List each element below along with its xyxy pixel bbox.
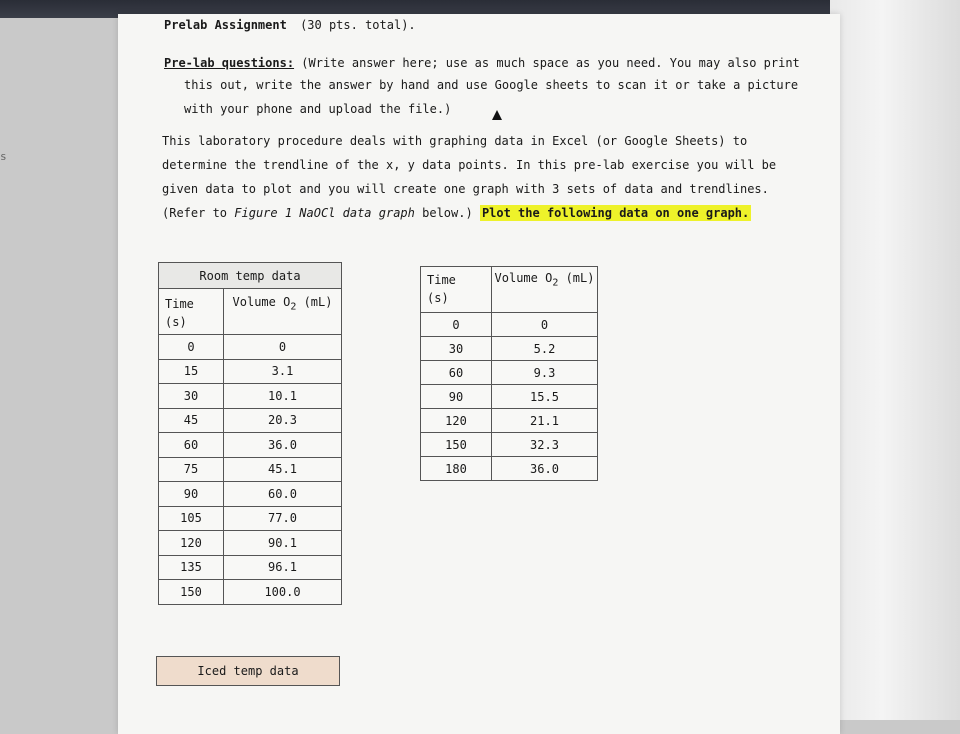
room-col-time-unit: (s) [165,315,187,329]
prelab-line-3: with your phone and upload the file.) [184,102,452,116]
assignment-title: Prelab Assignment [164,18,287,32]
room-table-volume-cell: 60.0 [224,482,342,507]
mouse-cursor-icon [492,110,502,120]
intro-line-4 [162,206,751,220]
room-table-time-cell: 0 [159,335,224,360]
second-col-time-unit: (s) [427,291,449,305]
second-table-row [421,409,598,433]
room-table-volume-cell: 77.0 [224,506,342,531]
second-table-volume-cell: 0 [492,313,598,337]
room-table-volume-cell: 90.1 [224,531,342,556]
room-col-time [159,289,224,335]
room-table-volume-cell: 100.0 [224,580,342,605]
intro-highlight: Plot the following data on one graph. [481,206,750,220]
room-col-time-label: Time [165,297,194,311]
intro-figure-ref: Figure 1 NaOCl data graph [234,206,415,220]
room-table-time-cell: 150 [159,580,224,605]
second-data-table [420,266,598,481]
assignment-points: (30 pts. total). [300,18,416,32]
intro-refer: (Refer to [162,206,228,220]
room-table-volume-cell: 20.3 [224,408,342,433]
second-table-time-cell: 180 [421,457,492,481]
room-table-volume-cell: 45.1 [224,457,342,482]
room-table-row [159,335,342,360]
second-col-volume-label: Volume O [494,271,553,285]
second-table-row [421,457,598,481]
room-temp-table [158,262,342,605]
second-col-volume [492,267,598,313]
second-col-time-label: Time [427,273,456,287]
room-col-volume-label: Volume O [232,295,291,309]
room-table-row [159,580,342,605]
document-page [118,14,840,734]
assignment-heading [164,18,416,32]
room-col-volume [224,289,342,335]
second-table-time-cell: 30 [421,337,492,361]
second-table-row [421,361,598,385]
room-table-time-cell: 135 [159,555,224,580]
second-table-volume-cell: 32.3 [492,433,598,457]
room-table-row [159,408,342,433]
room-table-volume-cell: 3.1 [224,359,342,384]
second-table-time-cell: 60 [421,361,492,385]
second-table-time-cell: 0 [421,313,492,337]
second-table-volume-cell: 21.1 [492,409,598,433]
room-table-title: Room temp data [159,263,342,289]
room-table-time-cell: 120 [159,531,224,556]
intro-line-2: determine the trendline of the x, y data points. In this pre-lab exercise you will be [162,158,777,172]
second-table-volume-cell: 36.0 [492,457,598,481]
iced-temp-label: Iced temp data [156,656,340,686]
room-table-row [159,555,342,580]
room-table-row [159,433,342,458]
second-table-row [421,433,598,457]
screen-glare-area [830,0,960,720]
intro-line-3: given data to plot and you will create one graph with 3 sets of data and trendlines. [162,182,769,196]
room-table-time-cell: 60 [159,433,224,458]
room-table-time-cell: 90 [159,482,224,507]
room-table-time-cell: 105 [159,506,224,531]
prelab-line-1 [164,56,800,70]
edge-mark: s [0,150,7,163]
room-table-time-cell: 75 [159,457,224,482]
room-table-row [159,457,342,482]
prelab-label: Pre-lab questions: [164,56,295,70]
second-table-time-cell: 150 [421,433,492,457]
room-table-row [159,359,342,384]
prelab-text-1: (Write answer here; use as much space as you need. You may also print [301,56,800,70]
room-table-volume-cell: 10.1 [224,384,342,409]
room-col-volume-unit: (mL) [296,295,333,309]
second-table-volume-cell: 15.5 [492,385,598,409]
second-table-volume-cell: 9.3 [492,361,598,385]
room-table-time-cell: 15 [159,359,224,384]
room-table-volume-cell: 96.1 [224,555,342,580]
room-table-volume-cell: 0 [224,335,342,360]
room-table-row [159,482,342,507]
intro-below: below.) [422,206,473,220]
second-table-row [421,337,598,361]
second-col-volume-unit: (mL) [558,271,595,285]
second-table-time-cell: 120 [421,409,492,433]
second-table-volume-cell: 5.2 [492,337,598,361]
room-table-row [159,384,342,409]
second-table-row [421,313,598,337]
room-table-row [159,531,342,556]
room-table-volume-cell: 36.0 [224,433,342,458]
intro-line-1: This laboratory procedure deals with graphing data in Excel (or Google Sheets) to [162,134,748,148]
room-col-volume-sub: 2 [290,301,297,313]
second-table-time-cell: 90 [421,385,492,409]
prelab-line-2: this out, write the answer by hand and use Google sheets to scan it or take a picture [184,78,799,92]
second-table-row [421,385,598,409]
second-col-volume-sub: 2 [552,277,559,289]
room-table-time-cell: 45 [159,408,224,433]
room-table-time-cell: 30 [159,384,224,409]
second-col-time [421,267,492,313]
room-table-row [159,506,342,531]
